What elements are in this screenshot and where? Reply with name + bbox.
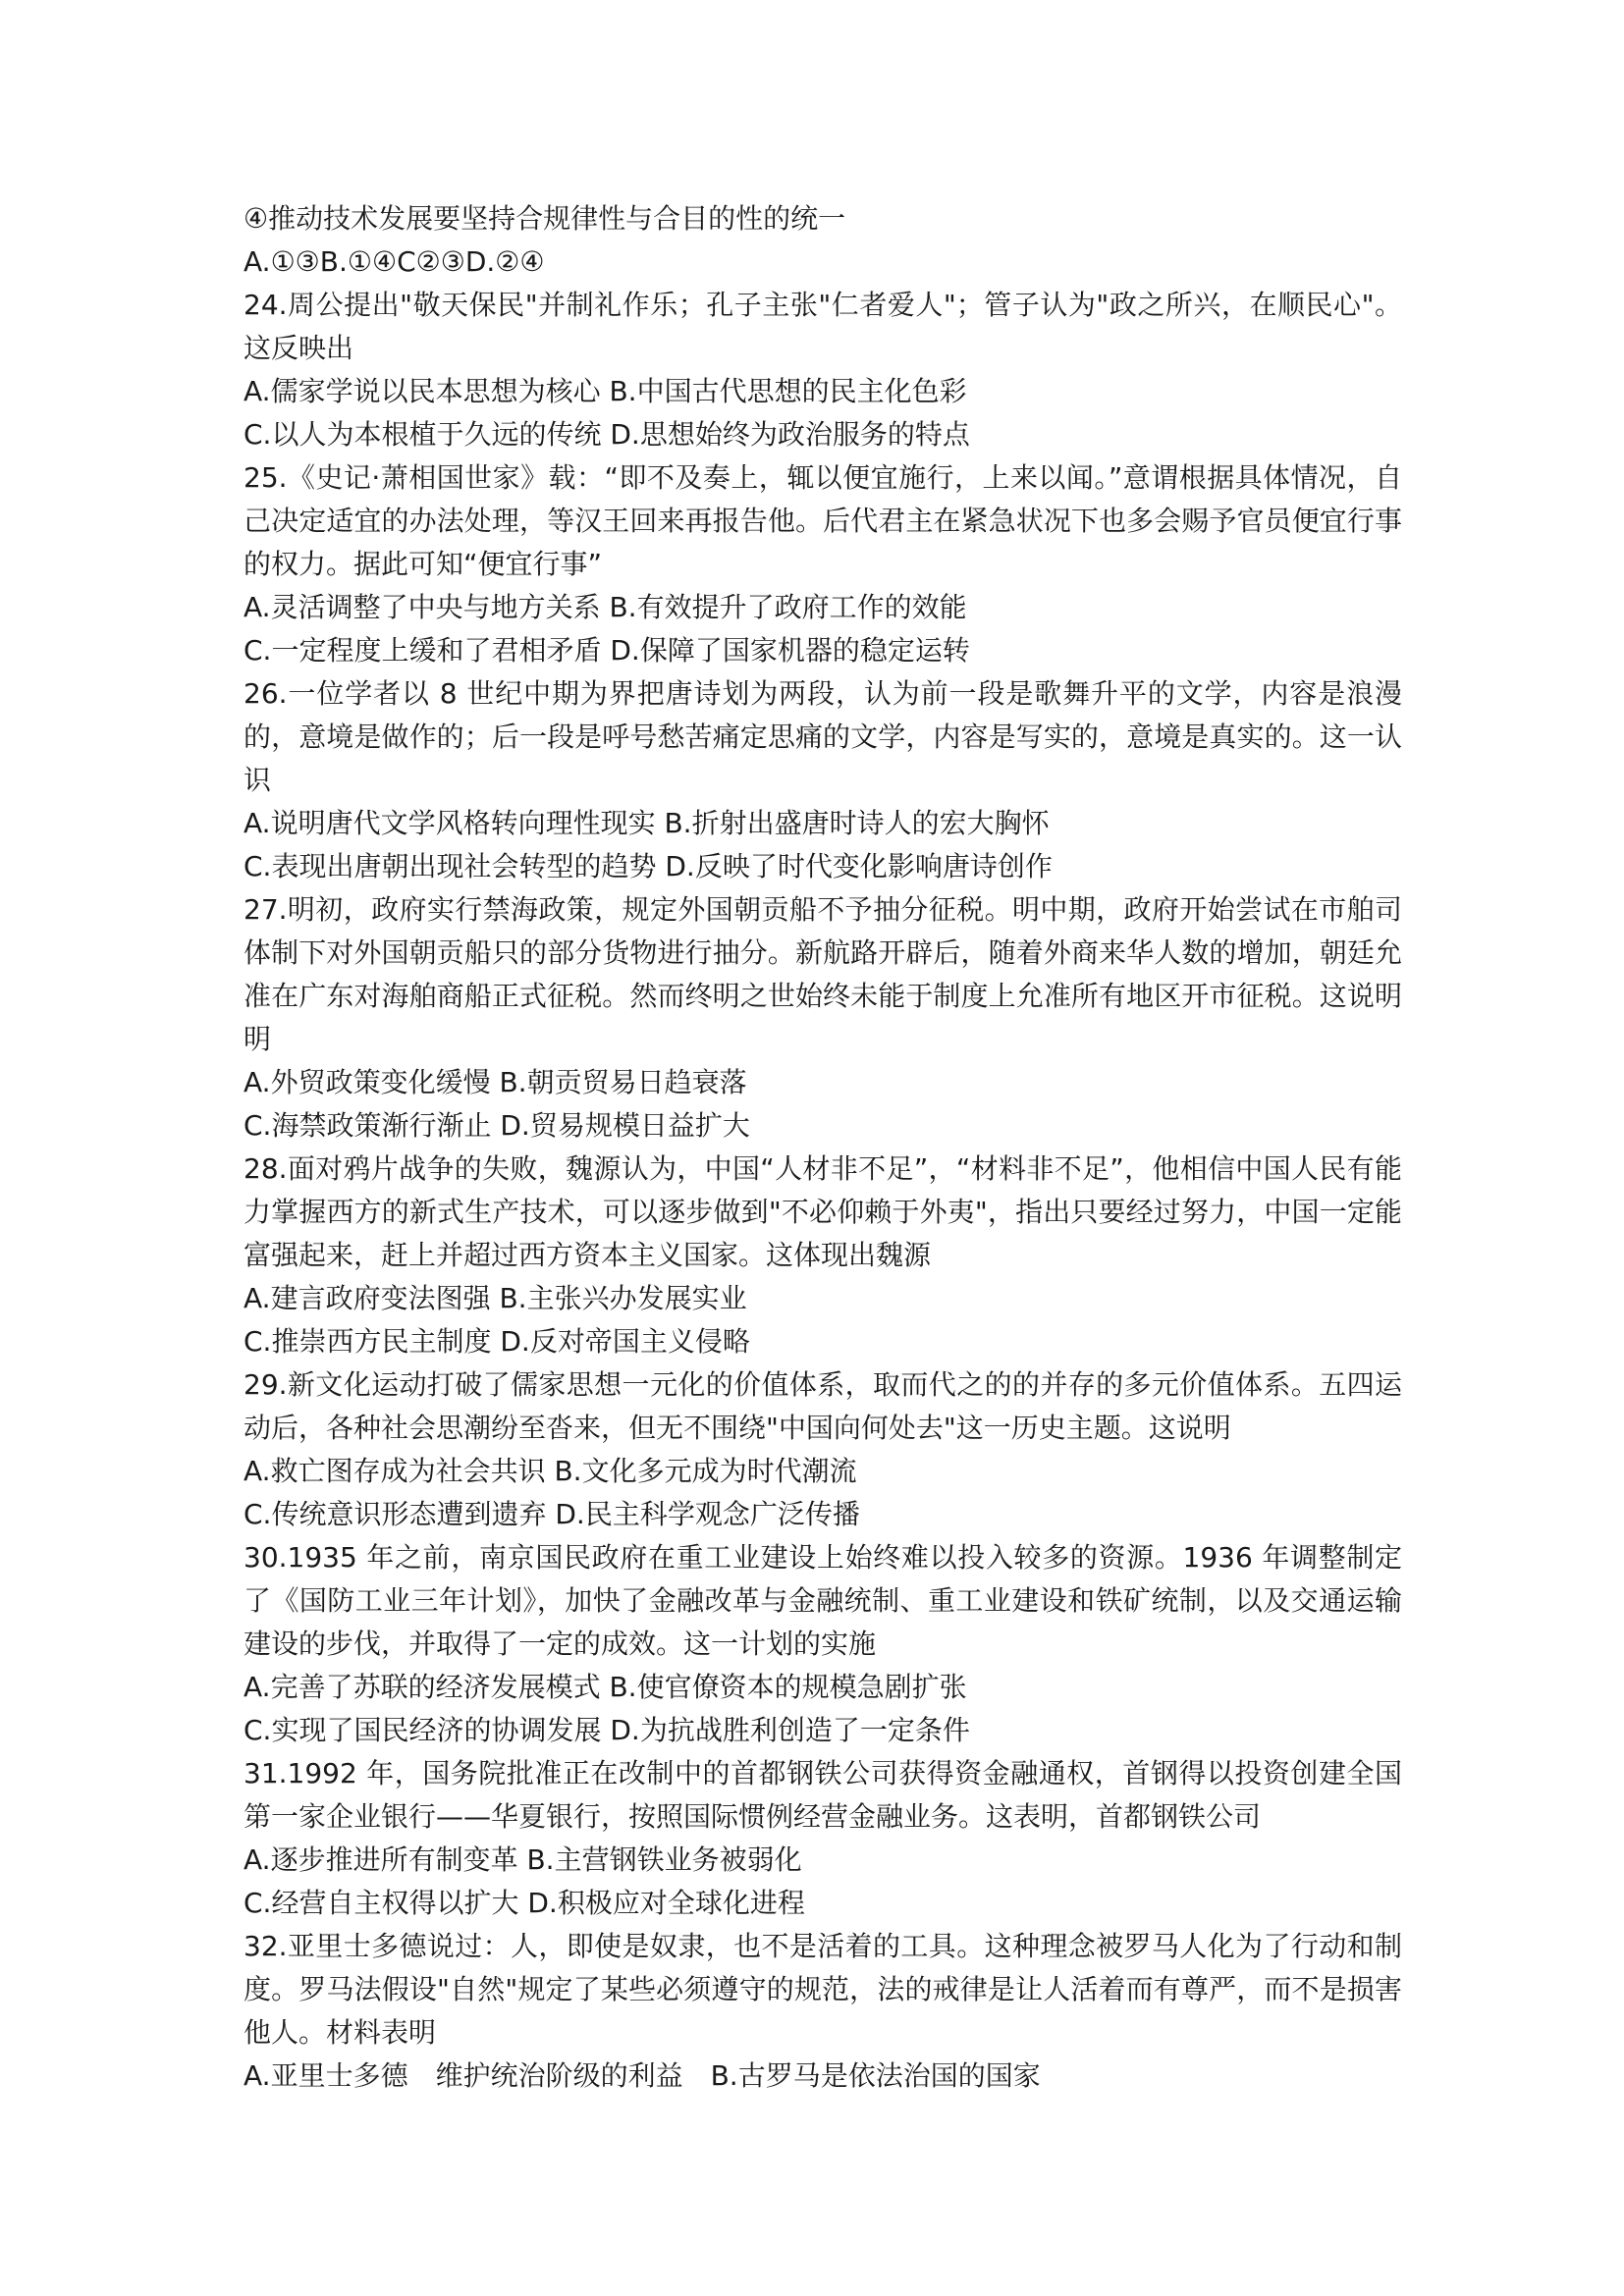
q29-stem: 29.新文化运动打破了儒家思想一元化的价值体系，取而代之的的并存的多元价值体系。五四运动后，各种社会思潮纷至沓来，但无不围绕"中国向何处去"这一历史主题。这说明: [244, 1368, 1402, 1444]
q27-options-cd: C.海禁政策渐行渐止 D.贸易规模日益扩大: [244, 1109, 750, 1142]
q27-stem: 27.明初，政府实行禁海政策，规定外国朝贡船不予抽分征税。明中期，政府开始尝试在市舶司体制下对外国朝贡船只的部分货物进行抽分。新航路开辟后，随着外商来华人数的增加，朝廷允准在广东对海舶商船正式征税。然而终明之世始终未能于制度上允准所有地区开市征税。这说明明: [244, 893, 1402, 1055]
q30-options-ab: A.完善了苏联的经济发展模式 B.使官僚资本的规模急剧扩张: [244, 1671, 967, 1703]
q23-item-4: ④推动技术发展要坚持合规律性与合目的性的统一: [244, 202, 846, 235]
q31-options-cd: C.经营自主权得以扩大 D.积极应对全球化进程: [244, 1887, 805, 1919]
q26-stem: 26.一位学者以 8 世纪中期为界把唐诗划为两段，认为前一段是歌舞升平的文学，内容是浪漫的，意境是做作的；后一段是呼号愁苦痛定思痛的文学，内容是写实的，意境是真实的。这一认识: [244, 677, 1402, 796]
q28-options-ab: A.建言政府变法图强 B.主张兴办发展实业: [244, 1282, 747, 1314]
q32-option-a: A.亚里士多德 维护统治阶级的利益: [244, 2059, 683, 2092]
q26-options-ab: A.说明唐代文学风格转向理性现实 B.折射出盛唐时诗人的宏大胸怀: [244, 807, 1050, 839]
q28-options-cd: C.推崇西方民主制度 D.反对帝国主义侵略: [244, 1325, 750, 1358]
exam-page: [244, 197, 1402, 2098]
q29-options-cd: C.传统意识形态遭到遗弃 D.民主科学观念广泛传播: [244, 1498, 860, 1530]
q24-stem: 24.周公提出"敬天保民"并制礼作乐；孔子主张"仁者爱人"；管子认为"政之所兴，在顺民心"。这反映出: [244, 289, 1402, 364]
q24-options-cd: C.以人为本根植于久远的传统 D.思想始终为政治服务的特点: [244, 418, 970, 451]
q30-stem: 30.1935 年之前，南京国民政府在重工业建设上始终难以投入较多的资源。1936 年调整制定了《国防工业三年计划》，加快了金融改革与金融统制、重工业建设和铁矿统制，以及交通运输建设的步伐，并取得了一定的成效。这一计划的实施: [244, 1541, 1402, 1660]
q25-stem: 25.《史记·萧相国世家》载：“即不及奏上，辄以便宜施行，上来以闻。”意谓根据具体情况，自己决定适宜的办法处理，等汉王回来再报告他。后代君主在紧急状况下也多会赐予官员便宜行事的权力。据此可知“便宜行事”: [244, 461, 1402, 580]
q26-options-cd: C.表现出唐朝出现社会转型的趋势 D.反映了时代变化影响唐诗创作: [244, 850, 1053, 882]
q31-options-ab: A.逐步推进所有制变革 B.主营钢铁业务被弱化: [244, 1843, 802, 1876]
q29-options-ab: A.救亡图存成为社会共识 B.文化多元成为时代潮流: [244, 1455, 857, 1487]
q28-stem: 28.面对鸦片战争的失败，魏源认为，中国“人材非不足”，“材料非不足”，他相信中国人民有能力掌握西方的新式生产技术，可以逐步做到"不必仰赖于外夷"，指出只要经过努力，中国一定能富强起来，赶上并超过西方资本主义国家。这体现出魏源: [244, 1152, 1402, 1271]
q32-option-b: B.古罗马是依法治国的国家: [710, 2059, 1041, 2092]
q25-options-ab: A.灵活调整了中央与地方关系 B.有效提升了政府工作的效能: [244, 591, 967, 623]
q32-stem: 32.亚里士多德说过：人，即使是奴隶，也不是活着的工具。这种理念被罗马人化为了行动和制度。罗马法假设"自然"规定了某些必须遵守的规范，法的戒律是让人活着而有尊严，而不是损害他人。材料表明: [244, 1930, 1402, 2049]
q30-options-cd: C.实现了国民经济的协调发展 D.为抗战胜利创造了一定条件: [244, 1714, 970, 1746]
q31-stem: 31.1992 年，国务院批准正在改制中的首都钢铁公司获得资金融通权，首钢得以投资创建全国第一家企业银行——华夏银行，按照国际惯例经营金融业务。这表明，首都钢铁公司: [244, 1757, 1402, 1833]
q23-options: A.①③B.①④C②③D.②④: [244, 245, 545, 278]
q24-options-ab: A.儒家学说以民本思想为核心 B.中国古代思想的民主化色彩: [244, 375, 967, 407]
q27-options-ab: A.外贸政策变化缓慢 B.朝贡贸易日趋衰落: [244, 1066, 747, 1098]
q25-options-cd: C.一定程度上缓和了君相矛盾 D.保障了国家机器的稳定运转: [244, 634, 970, 667]
q32-options-ab: [244, 2055, 1402, 2098]
